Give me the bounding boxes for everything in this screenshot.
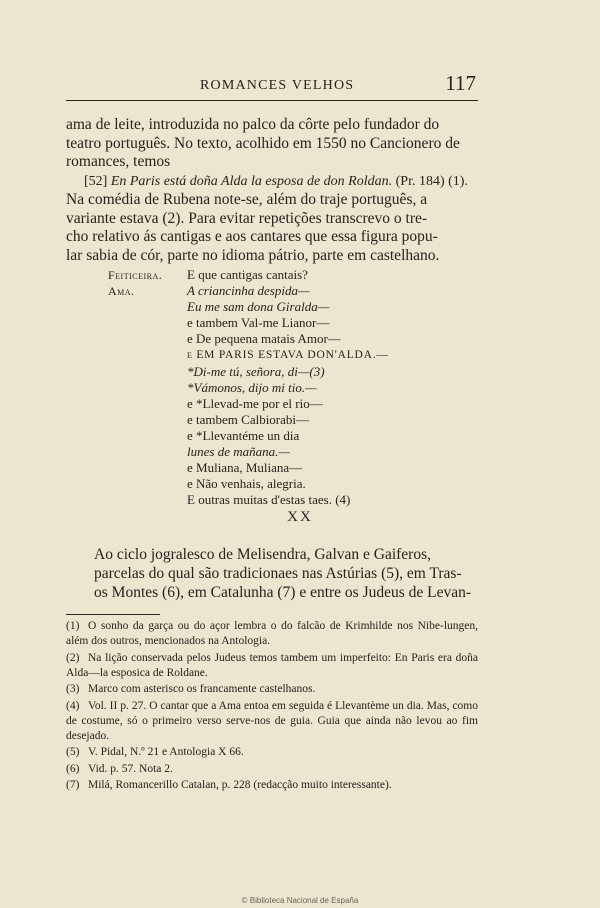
verse-row — [108, 412, 478, 428]
speaker-label — [108, 331, 187, 347]
speaker-label — [108, 428, 187, 444]
footnote-number: (6) — [66, 762, 80, 775]
speaker-label — [108, 364, 187, 380]
footnote — [66, 651, 478, 681]
verse-row — [108, 299, 478, 315]
verse-line: *Di-me tú, señora, di—(3) — [187, 363, 325, 379]
verse-row — [108, 331, 478, 347]
text-line: variante estava (2). Para evitar repetições transcrevo o tre- — [66, 209, 428, 227]
footnote-text: O sonho da garça ou do açor lembra o do falcão de Krimhilde nos Nibe-lungen, além dos outros, mencionados na Antologia. — [66, 620, 478, 647]
verse-line: e De pequena matais Amor— — [187, 331, 341, 347]
main-text — [66, 116, 478, 265]
paragraph-3 — [66, 545, 478, 602]
citation-ref: (Pr. 184) (1). — [395, 173, 468, 189]
footnote-text: Vid. p. 57. Nota 2. — [88, 762, 173, 775]
verse-row — [108, 283, 478, 299]
verse-line: e *Llevad-me por el rio— — [187, 395, 323, 411]
speaker-label — [108, 380, 187, 396]
verse-line: *Vámonos, dijo mi tio.— — [187, 379, 317, 395]
verse-row — [108, 267, 478, 283]
verse-line: e tambem Calbiorabi— — [187, 411, 310, 427]
verse-row — [108, 364, 478, 380]
verse-line: e tambem Val-me Lianor— — [187, 315, 330, 331]
text-line: romances, temos — [66, 153, 171, 170]
text-line: teatro português. No texto, acolhido em 1550 no Cancionero de — [66, 134, 460, 152]
verse-line: e Muliana, Muliana— — [187, 460, 303, 476]
citation-number: [52] — [84, 173, 108, 189]
verse-line: E outras muitas d'estas taes. (4) — [187, 492, 351, 508]
romance-citation — [66, 173, 478, 192]
speaker-label — [108, 476, 187, 492]
footnote-number: (3) — [66, 683, 80, 695]
text-line: os Montes (6), em Catalunha (7) e entre os Judeus de Levan- — [94, 584, 472, 601]
footnote — [66, 619, 478, 649]
footnote-text: Vol. II p. 27. O cantar que a Ama entoa em seguida é Llevantème un dia. Mas, como de costume, só o primeiro verso serve-nos de guia. Guia que ainda não levou ao fim desejado. — [66, 699, 478, 742]
speaker-label — [108, 460, 187, 476]
speaker-label — [108, 492, 187, 508]
running-title: ROMANCES VELHOS — [200, 78, 355, 93]
verse-row — [108, 444, 478, 460]
footnote-divider — [66, 614, 160, 615]
footnote — [66, 778, 478, 793]
speaker-label — [108, 444, 187, 460]
text-line: Na comédia de Rubena note-se, além do traje português, a — [66, 191, 428, 208]
verse-row — [108, 460, 478, 476]
footnote-text: Marco com asterisco os francamente castelhanos. — [88, 683, 316, 695]
footnote-text: Na lição conservada pelos Judeus temos tambem um imperfeito: En Paris era doña Alda—la esposica de Roldane. — [66, 651, 478, 679]
text-line: cho relativo ás cantigas e aos cantares que essa figura popu- — [66, 228, 438, 245]
citation-incipit: En Paris está doña Alda la esposa de don Roldan. — [110, 173, 393, 189]
verse-row — [108, 396, 478, 412]
speaker-label — [108, 347, 187, 363]
text-line: ama de leite, introduzida no palco da côrte pelo fundador do — [66, 116, 440, 133]
footnote — [66, 762, 478, 777]
text-line: lar sabia de cór, parte no idioma pátrio, parte em castelhano. — [66, 246, 440, 264]
page-number: 117 — [445, 71, 476, 95]
verse-line: e EM PARIS ESTAVA DON'ALDA.— — [187, 349, 389, 362]
footnote — [66, 682, 478, 697]
footnote-number: (2) — [66, 651, 80, 664]
verse-row — [108, 380, 478, 396]
section-text — [66, 545, 478, 602]
footnote-text: V. Pidal, N.º 21 e Antologia X 66. — [88, 746, 244, 758]
verse-row — [108, 492, 478, 508]
footnote-number: (1) — [66, 620, 80, 632]
footnotes — [66, 619, 478, 795]
footnote — [66, 745, 478, 760]
footnote-number: (5) — [66, 746, 80, 758]
speaker-label — [108, 396, 187, 412]
paragraph-1 — [66, 116, 478, 172]
page-header — [66, 71, 478, 101]
section-heading: XX — [287, 509, 313, 525]
verse-row — [108, 347, 478, 363]
verse-block — [108, 267, 478, 508]
footnote — [66, 699, 478, 744]
verse-line: A criancinha despida— — [187, 283, 310, 299]
footnote-text: Milá, Romancerillo Catalan, p. 228 (redacção muito interessante). — [88, 779, 392, 791]
speaker-label — [108, 315, 187, 331]
speaker-label: Ama. — [108, 284, 135, 299]
text-line: parcelas do qual são tradicionaes nas Astúrias (5), em Tras- — [94, 565, 462, 582]
verse-row — [108, 476, 478, 492]
verse-row — [108, 315, 478, 331]
verse-line: E que cantigas cantais? — [187, 267, 308, 282]
footnote-number: (7) — [66, 779, 80, 791]
speaker-label: Feiticeira. — [108, 268, 163, 282]
verse-line: e *Llevantéme un dia — [187, 427, 300, 443]
paragraph-2 — [66, 191, 478, 265]
verse-line: e Não venhais, alegria. — [187, 476, 306, 492]
speaker-label — [108, 412, 187, 428]
text-line: Ao ciclo jogralesco de Melisendra, Galvan e Gaiferos, — [94, 546, 431, 563]
speaker-label — [108, 299, 187, 315]
footnote-number: (4) — [66, 699, 80, 712]
verse-row — [108, 428, 478, 444]
verse-line: Eu me sam dona Giralda— — [187, 299, 330, 315]
library-watermark: © Biblioteca Nacional de España — [241, 896, 359, 905]
verse-line: lunes de mañana.— — [187, 444, 290, 460]
